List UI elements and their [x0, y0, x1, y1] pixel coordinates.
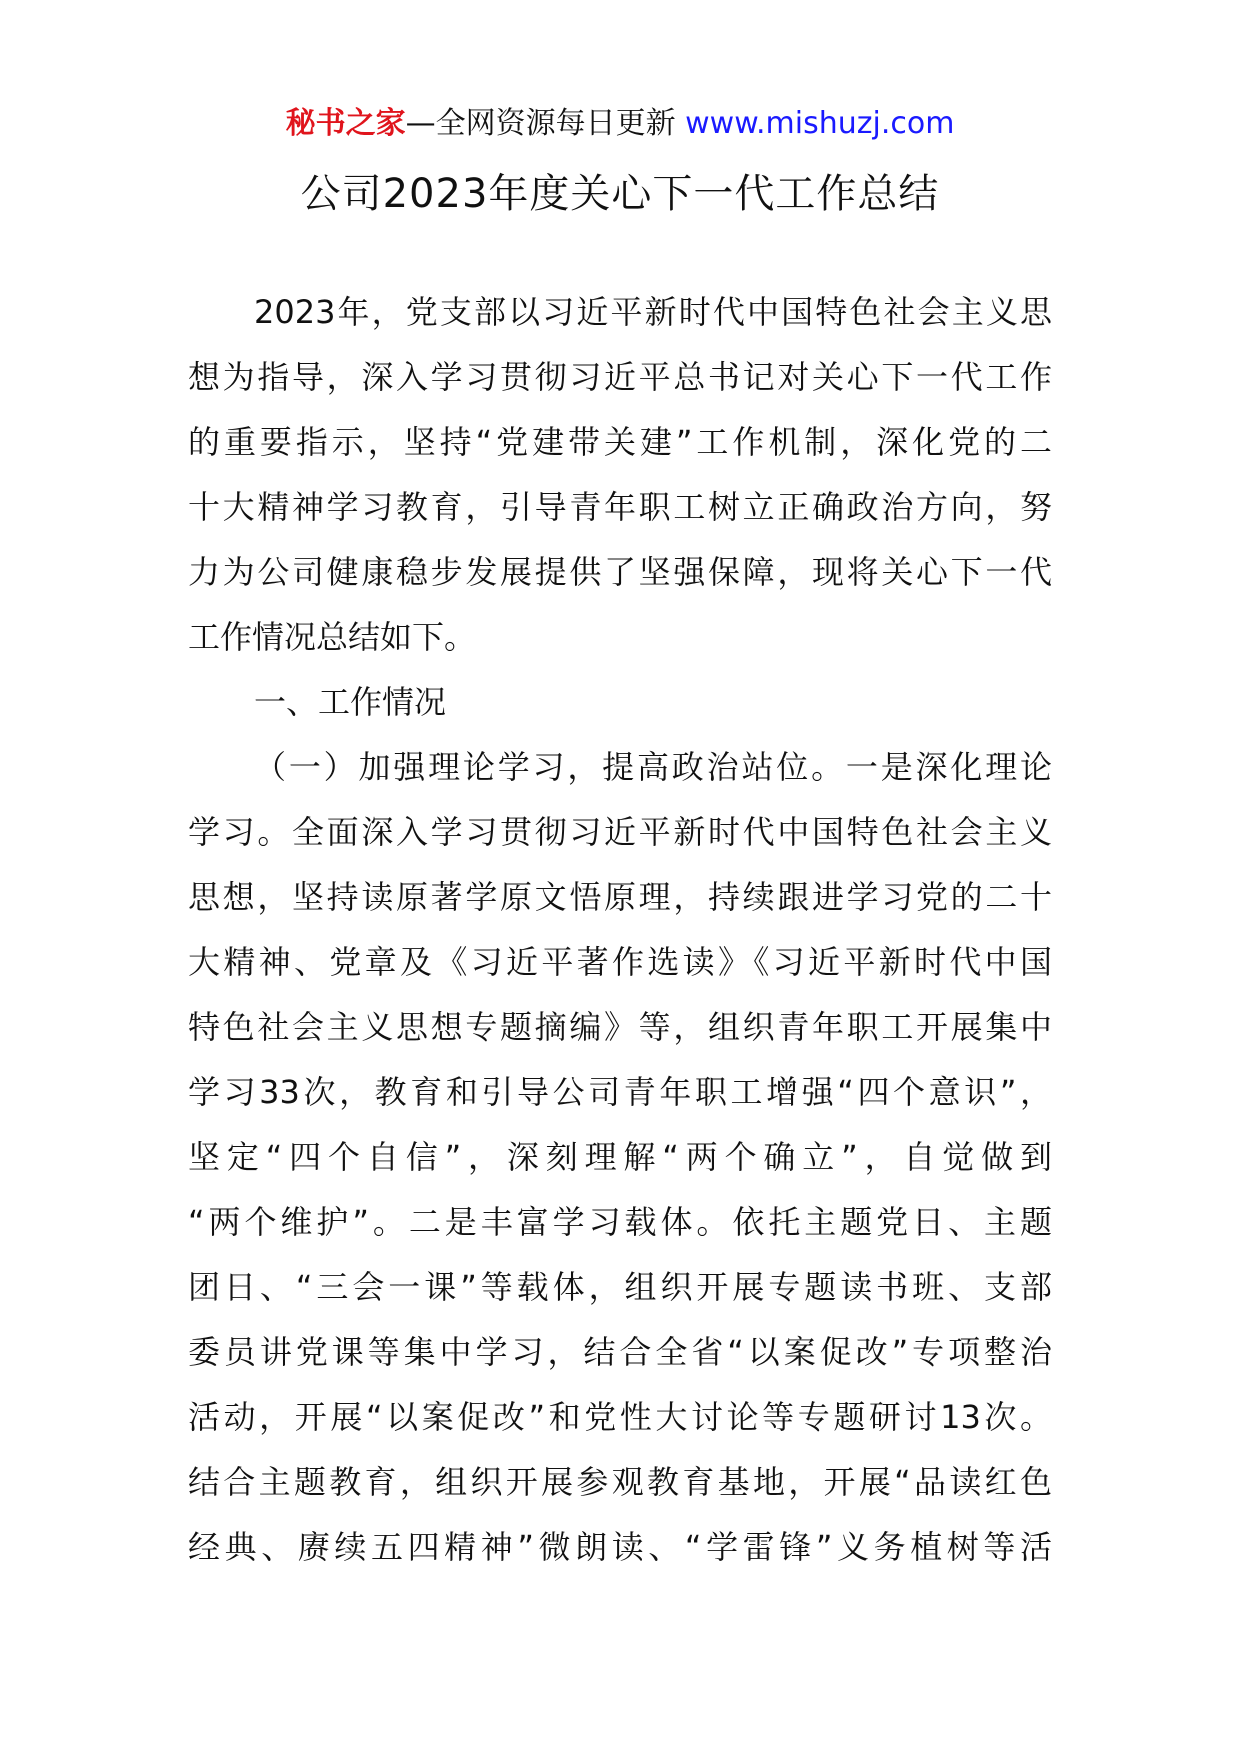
paragraph-line: 坚定“四个自信”，深刻理解“两个确立”，自觉做到: [188, 1138, 1052, 1176]
paragraph-line: （一）加强理论学习，提高政治站位。一是深化理论: [254, 748, 1052, 786]
paragraph-line: 想为指导，深入学习贯彻习近平总书记对关心下一代工作: [188, 358, 1052, 396]
paragraph-line: 工作情况总结如下。: [188, 618, 477, 656]
watermark-header: [0, 104, 1240, 144]
paragraph-line: “两个维护”。二是丰富学习载体。依托主题党日、主题: [188, 1203, 1052, 1241]
paragraph-line: 学习。全面深入学习贯彻习近平新时代中国特色社会主义: [188, 813, 1052, 851]
paragraph-line: 团日、“三会一课”等载体，组织开展专题读书班、支部: [188, 1268, 1052, 1306]
document-body: [188, 292, 1052, 1592]
paragraph-line: 十大精神学习教育，引导青年职工树立正确政治方向，努: [188, 488, 1052, 526]
paragraph-line: 活动，开展“以案促改”和党性大讨论等专题研讨13次。: [188, 1398, 1052, 1436]
site-url: www.mishuzj.com: [685, 106, 955, 141]
paragraph-line: 学习33次，教育和引导公司青年职工增强“四个意识”，: [188, 1073, 1052, 1111]
paragraph-line: 力为公司健康稳步发展提供了坚强保障，现将关心下一代: [188, 553, 1052, 591]
paragraph-line: 委员讲党课等集中学习，结合全省“以案促改”专项整治: [188, 1333, 1052, 1371]
paragraph-line: 经典、赓续五四精神”微朗读、“学雷锋”义务植树等活: [188, 1528, 1052, 1566]
paragraph-line: 的重要指示，坚持“党建带关建”工作机制，深化党的二: [188, 423, 1052, 461]
document-title: 公司2023年度关心下一代工作总结: [300, 171, 940, 217]
section-heading: 一、工作情况: [254, 683, 447, 721]
paragraph-line: 2023年，党支部以习近平新时代中国特色社会主义思: [254, 293, 1052, 331]
paragraph-line: 思想，坚持读原著学原文悟原理，持续跟进学习党的二十: [188, 878, 1052, 916]
paragraph-line: 大精神、党章及《习近平著作选读》《习近平新时代中国: [188, 943, 1052, 981]
paragraph-line: 特色社会主义思想专题摘编》等，组织青年职工开展集中: [188, 1008, 1052, 1046]
brand-name: 秘书之家: [285, 106, 406, 141]
brand-slogan: —全网资源每日更新: [405, 106, 676, 141]
paragraph-line: 结合主题教育，组织开展参观教育基地，开展“品读红色: [188, 1463, 1052, 1501]
